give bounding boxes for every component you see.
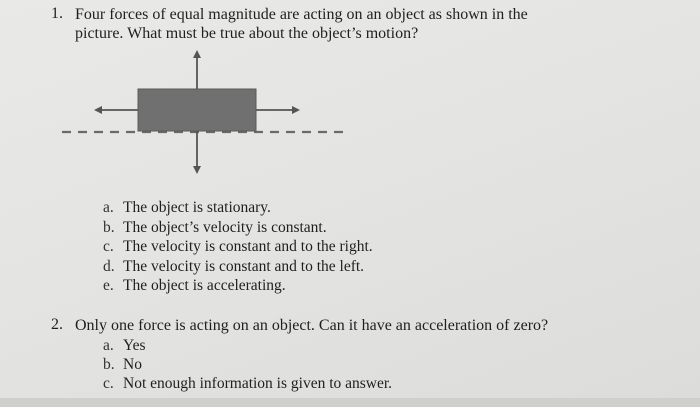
question-1-line-1: Four forces of equal magnitude are acting on an object as shown in the — [75, 6, 528, 23]
option-letter: d. — [103, 258, 115, 275]
question-2-option-a[interactable] — [103, 336, 146, 355]
question-1-option-c[interactable] — [103, 237, 373, 256]
option-text: The object’s velocity is constant. — [123, 219, 327, 236]
option-text: Not enough information is given to answer. — [123, 375, 393, 392]
option-text: The object is stationary. — [123, 199, 271, 216]
option-letter: a. — [103, 337, 114, 354]
option-letter: b. — [103, 219, 115, 236]
option-text: The velocity is constant and to the left. — [123, 258, 365, 275]
force-diagram — [0, 0, 700, 200]
option-letter: a. — [103, 199, 114, 216]
option-letter: e. — [103, 277, 114, 294]
question-2-option-b[interactable] — [103, 355, 142, 374]
option-text: The object is accelerating. — [123, 277, 286, 294]
question-1-option-e[interactable] — [103, 276, 286, 295]
option-text: The velocity is constant and to the right. — [123, 238, 373, 255]
option-letter: b. — [103, 356, 115, 373]
option-letter: c. — [103, 375, 114, 392]
question-2-text: Only one force is acting on an object. Can it have an acceleration of zero? — [75, 317, 549, 334]
question-1-option-b[interactable] — [103, 218, 327, 237]
object-box — [138, 89, 256, 131]
question-1-number: 1. — [51, 5, 63, 22]
question-1-option-d[interactable] — [103, 257, 364, 276]
question-2-number: 2. — [51, 316, 63, 333]
page-bottom-edge — [0, 398, 700, 407]
option-text: No — [123, 356, 142, 373]
option-letter: c. — [103, 238, 114, 255]
option-text: Yes — [123, 337, 146, 354]
question-1-option-a[interactable] — [103, 198, 271, 217]
question-2-option-c[interactable] — [103, 374, 392, 393]
question-1-line-2: picture. What must be true about the object’s motion? — [75, 25, 419, 42]
